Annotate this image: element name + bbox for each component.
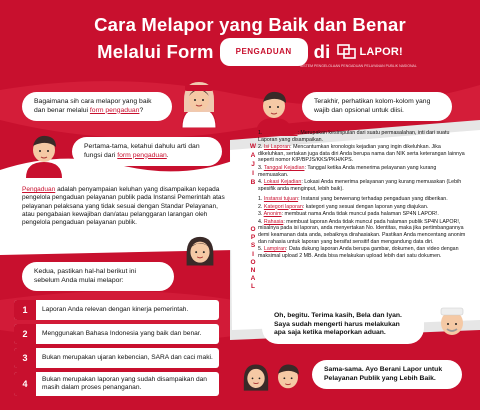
q1-text: Bagaimana sih cara melapor yang baik dan benar melalui [34,98,152,114]
lapor-logo-text: LAPOR! [359,46,403,58]
opsional-list [258,196,468,260]
wajib-letter: A [250,152,256,159]
woman-avatar-icon [176,78,222,128]
checklist-text: Menggunakan Bahasa Indonesia yang baik dan benar. [42,330,202,337]
question-bubble-2 [22,262,174,291]
opsional-item: 3. Anonim: membuat nama Anda tidak muncul pada halaman SP4N LAPOR!. [258,211,439,218]
checklist-number: 2 [14,324,36,344]
checklist-number: 3 [14,348,36,368]
definition-term: Pengaduan [22,186,56,193]
main-title [50,14,450,66]
checklist-text: Bukan merupakan ujaran kebencian, SARA dan caci maki. [42,354,213,361]
wajib-item: 1. Judul Laporan: Merupakan kesimpulan dari suatu permasalahan, inti dari suatu Laporan yang disampaikan. [258,130,450,143]
opsional-item: 2. Kategori laporan: kategori yang sesuai dengan laporan yang diajukan. [258,203,429,210]
opsional-item: 5. Lampiran: Data dukung laporan Anda berupa gambar, dokumen, dan video dengan maksimal upload 2 MB. Anda bisa melakukan upload lebih dari satu dokumen. [258,246,459,259]
man-avatar-icon [22,130,66,178]
lapor-logo [337,41,403,63]
opsional-letter: N [250,267,256,275]
opsional-letter: S [250,242,256,250]
checklist-text: Bukan merupakan laporan yang sudah disampaikan dan masih dalam proses penanganan. [42,376,207,391]
opsional-item: 1. Instansi tujuan: Instansi yang berwenang terhadap pengaduan yang diberikan. [258,196,448,202]
man-avatar-3-icon [268,358,308,404]
definition-text: adalah penyampaian keluhan yang disampaikan kepada pengelola pengaduan pelayanan publik pada Instansi Pemerintah atas pelayanan pelaksana yang tidak sesuai dengan Standar Pelayanan, atau pengabaian kewajiban dan/atau pelanggaran larangan oleh pengelola pengaduan pelayanan publik. [22,186,225,227]
title-line-2: Melalui Form [97,41,214,62]
checklist-item-4 [14,372,219,396]
checklist-number: 1 [14,300,36,320]
question-bubble-1 [22,92,172,121]
checklist-item-2 [14,324,219,344]
wajib-letter: I [252,170,254,177]
lapor-logo-subtitle: SISTEM PENGELOLAAN PENGADUAN PELAYANAN PUBLIK NASIONAL [300,64,417,68]
right-bubble-3-text: Sama-sama. Ayo Berani Lapor untuk Pelayanan Publik yang Lebih Baik. [324,366,443,382]
checklist-item-1 [14,300,219,320]
opsional-letter: O [250,258,256,266]
right-bubble-2-text: Oh, begitu. Terima kasih, Bela dan Iyan. Saya sudah mengerti harus melakukan apa saja ketika melaporkan aduan. [274,312,402,337]
wajib-list [258,130,468,193]
wajib-letter: J [251,161,255,168]
q1-end: ? [139,106,144,114]
opsional-letter: L [251,283,255,291]
lapor-logo-icon [337,44,357,60]
wajib-letter: W [249,143,257,150]
title-line-1: Cara Melapor yang Baik dan Benar [94,14,406,35]
right-bubble-3 [312,360,462,389]
right-bubble-1 [302,92,452,121]
a1-link: form pengaduan [117,151,167,159]
checklist-number: 4 [14,372,36,396]
wajib-letter: B [250,179,256,186]
opsional-item: 4. Rahasia: membuat laporan Anda tidak muncul pada halaman publik SP4N LAPOR!, misalnya pada isi laporan, anda menyertakan No. Identitas, maka jika pertimbangannya demi keamanan data anda, sebaiknya dirahasiakan. Pastikan Anda mencentang anonim dan rahasia untuk laporan yang bersifat sensitif dan mengandung data diri. [258,218,466,245]
checklist-text: Laporan Anda relevan dengan kinerja pemerintah. [42,306,189,313]
old-man-avatar-icon [430,300,474,350]
a1-text: Pertama-tama, ketahui dahulu arti dan fungsi dari [84,143,200,159]
right-bubble-2 [262,306,424,344]
q1-link: form pengaduan [89,106,140,114]
answer-bubble-1 [72,137,222,166]
title-di: di [313,41,331,62]
wajib-item: 2. Isi Laporan: Mencantumkan kronologis kejadian yang ingin dikeluhkan. Jika dikeluhkan, sertakan juga data diri Anda berupa nama dan NIK serta keterangan lainnya seperti nomor KIP/BPJS/KKS/PKH/KPS. [258,144,465,164]
checklist-item-3 [14,348,219,368]
a1-end: . [166,151,169,159]
wajib-item: 3. Tanggal Kejadian: Tanggal ketika Anda menerima pelayanan yang kurang memuaskan. [258,164,437,178]
q2-text: Kedua, pastikan hal-hal berikut ini sebelum Anda mulai melapor: [34,268,137,284]
opsional-letter: O [250,226,256,233]
opsional-letter: A [250,275,256,283]
wajib-item: 4. Lokasi Kejadian: Lokasi Anda menerima pelayanan yang kurang memuaskan (Lebih spesifik anda menginput, lebih baik). [258,179,462,192]
woman-avatar-2-icon [178,230,222,280]
right-bubble-1-text: Terakhir, perhatikan kolom-kolom yang wajib dan opsional untuk diisi. [314,98,431,114]
opsional-letter: P [250,234,256,242]
pengaduan-pill: PENGADUAN [220,38,308,66]
man-avatar-right-icon [252,86,296,134]
definition-paragraph [22,186,227,227]
opsional-letter: I [252,250,254,258]
